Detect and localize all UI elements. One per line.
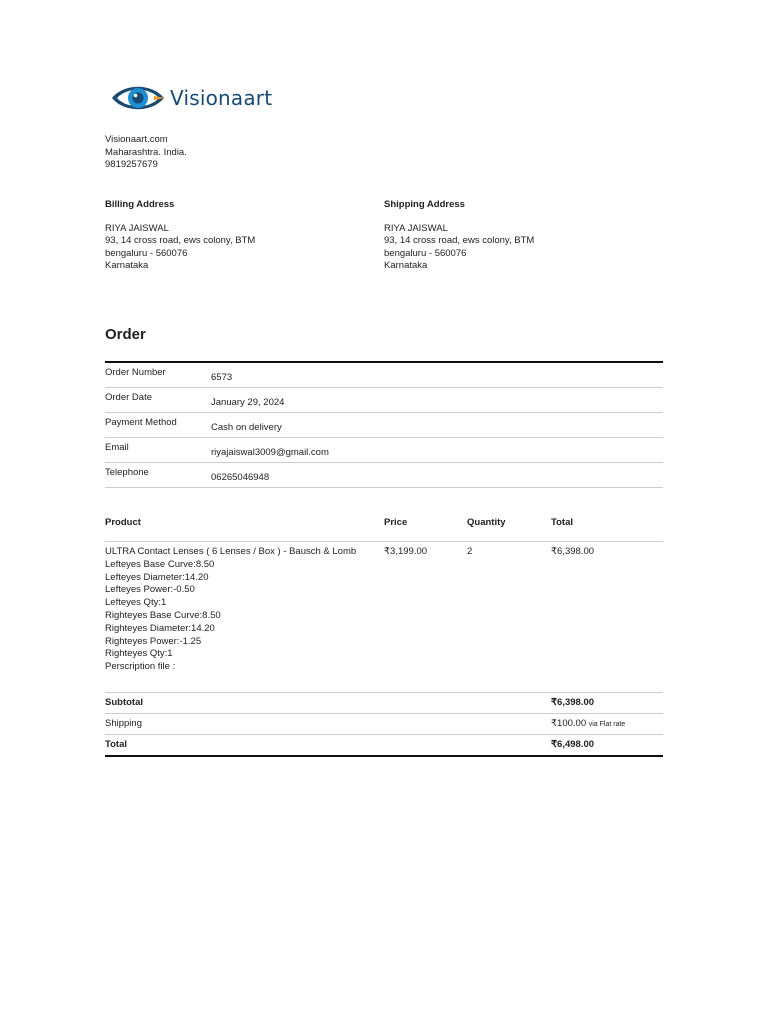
header-quantity: Quantity xyxy=(467,517,506,528)
billing-heading: Billing Address xyxy=(105,199,175,210)
company-location: Maharashtra. India. xyxy=(105,146,187,158)
header-product: Product xyxy=(105,517,141,528)
total-value: ₹6,498.00 xyxy=(551,739,595,750)
totals-section xyxy=(105,693,663,757)
shipping-line: 93, 14 cross road, ews colony, BTM xyxy=(384,235,535,246)
shipping-address xyxy=(384,199,534,273)
telephone-label: Telephone xyxy=(105,467,149,478)
header-price: Price xyxy=(384,517,408,528)
billing-line: Karnataka xyxy=(105,260,149,271)
product-price: ₹3,199.00 xyxy=(384,546,428,557)
order-title: Order xyxy=(105,326,146,343)
product-detail: Lefteyes Diameter:14.20 xyxy=(105,571,209,583)
shipping-note: via Flat rate xyxy=(588,721,626,728)
subtotal-label: Subtotal xyxy=(105,697,143,708)
products-header-row xyxy=(105,510,663,542)
shipping-row xyxy=(105,714,663,735)
table-row xyxy=(105,413,663,438)
billing-address xyxy=(105,199,255,273)
order-number-value: 6573 xyxy=(211,372,233,383)
total-label: Total xyxy=(105,739,127,750)
table-row xyxy=(105,542,663,693)
telephone-value: 06265046948 xyxy=(211,472,270,483)
product-detail: Lefteyes Base Curve:8.50 xyxy=(105,558,215,570)
order-number-label: Order Number xyxy=(105,367,166,378)
product-total: ₹6,398.00 xyxy=(551,546,595,557)
table-row xyxy=(105,463,663,488)
order-date-value: January 29, 2024 xyxy=(211,397,285,408)
email-value: riyajaiswal3009@gmail.com xyxy=(211,447,329,458)
subtotal-row xyxy=(105,693,663,714)
product-name: ULTRA Contact Lenses ( 6 Lenses / Box ) - Bausch & Lomb xyxy=(105,546,357,557)
table-row xyxy=(105,363,663,388)
shipping-value: ₹100.00 xyxy=(551,718,587,729)
billing-line: bengaluru - 560076 xyxy=(105,247,188,259)
product-quantity: 2 xyxy=(467,546,473,557)
billing-line: 93, 14 cross road, ews colony, BTM xyxy=(105,235,256,246)
product-detail: Righteyes Diameter:14.20 xyxy=(105,622,215,634)
payment-method-label: Payment Method xyxy=(105,417,177,428)
product-detail: Righteyes Power:-1.25 xyxy=(105,635,202,647)
shipping-label: Shipping xyxy=(105,718,142,729)
header-total: Total xyxy=(551,517,573,528)
table-row xyxy=(105,438,663,463)
brand-logo xyxy=(110,78,272,118)
product-detail: Righteyes Base Curve:8.50 xyxy=(105,609,221,621)
brand-name: Visionaart xyxy=(170,86,273,110)
order-date-label: Order Date xyxy=(105,392,152,403)
shipping-line: Karnataka xyxy=(384,260,428,271)
shipping-value-group xyxy=(551,718,625,729)
product-detail: Perscription file : xyxy=(105,661,176,673)
order-details-table xyxy=(105,361,663,488)
company-website: Visionaart.com xyxy=(105,134,168,145)
shipping-heading: Shipping Address xyxy=(384,199,465,210)
billing-line: RIYA JAISWAL xyxy=(105,222,169,234)
shipping-line: RIYA JAISWAL xyxy=(384,222,448,234)
email-label: Email xyxy=(105,442,129,453)
products-table xyxy=(105,510,663,757)
payment-method-value: Cash on delivery xyxy=(211,422,282,433)
company-phone: 9819257679 xyxy=(105,159,158,170)
product-description xyxy=(105,546,356,674)
shipping-line: bengaluru - 560076 xyxy=(384,247,467,259)
eye-logo-icon xyxy=(110,80,166,116)
table-row xyxy=(105,388,663,413)
product-detail: Lefteyes Qty:1 xyxy=(105,597,167,609)
company-info xyxy=(105,134,187,172)
product-detail: Lefteyes Power:-0.50 xyxy=(105,584,195,596)
subtotal-value: ₹6,398.00 xyxy=(551,697,595,708)
product-detail: Righteyes Qty:1 xyxy=(105,648,173,660)
total-row xyxy=(105,735,663,757)
